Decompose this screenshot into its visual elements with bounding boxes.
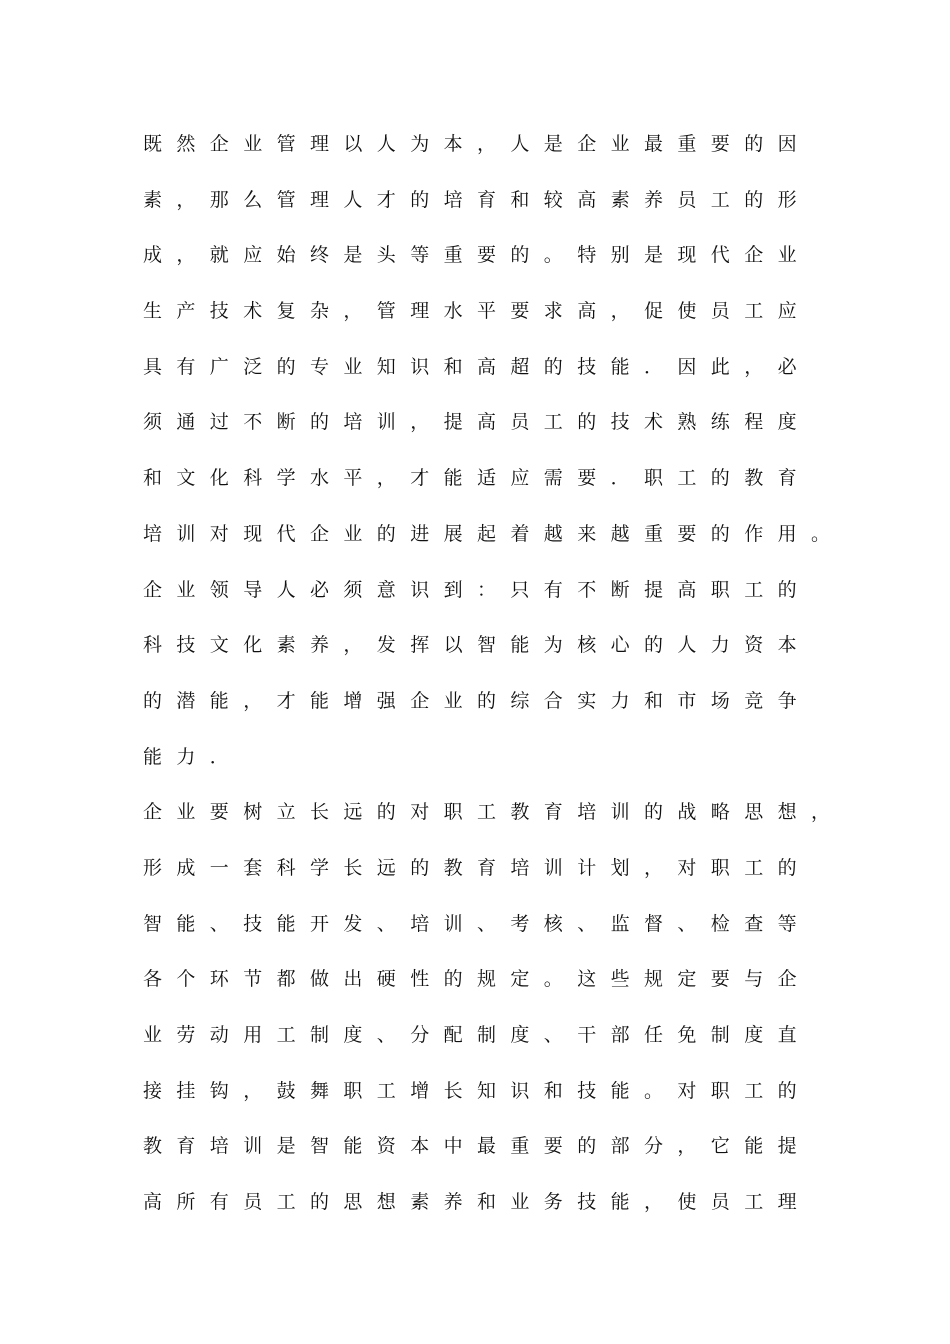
- text-line-11: 的潜能，才能增强企业的综合实力和市场竞争: [143, 689, 812, 712]
- body-text: [143, 126, 923, 1240]
- text-line-10: 科技文化素养，发挥以智能为核心的人力资本: [143, 634, 812, 657]
- text-line-16: 各个环节都做出硬性的规定。这些规定要与企: [143, 968, 812, 991]
- text-line-4: 生产技术复杂，管理水平要求高，促使员工应: [143, 300, 812, 323]
- text-line-3: 成，就应始终是头等重要的。特别是现代企业: [143, 244, 812, 267]
- text-line-8: 培训对现代企业的进展起着越来越重要的作用。: [143, 522, 845, 545]
- text-line-7: 和文化科学水平，才能适应需要．职工的教育: [143, 467, 812, 490]
- text-line-20: 高所有员工的思想素养和业务技能，使员工理: [143, 1191, 812, 1214]
- text-line-9: 企业领导人必须意识到：只有不断提高职工的: [143, 578, 812, 601]
- text-line-12: 能力．: [143, 745, 244, 768]
- text-line-5: 具有广泛的专业知识和高超的技能．因此，必: [143, 355, 812, 378]
- text-line-18: 接挂钩，鼓舞职工增长知识和技能。对职工的: [143, 1079, 812, 1102]
- text-line-13: 企业要树立长远的对职工教育培训的战略思想，: [143, 801, 845, 824]
- text-line-17: 业劳动用工制度、分配制度、干部任免制度直: [143, 1024, 812, 1046]
- text-line-1: 既然企业管理以人为本，人是企业最重要的因: [143, 133, 812, 155]
- text-line-6: 须通过不断的培训，提高员工的技术熟练程度: [143, 411, 812, 434]
- text-line-15: 智能、技能开发、培训、考核、监督、检查等: [143, 912, 812, 935]
- text-line-2: 素，那么管理人才的培育和较高素养员工的形: [143, 188, 812, 211]
- text-line-14: 形成一套科学长远的教育培训计划，对职工的: [143, 856, 812, 879]
- text-line-19: 教育培训是智能资本中最重要的部分，它能提: [143, 1135, 812, 1158]
